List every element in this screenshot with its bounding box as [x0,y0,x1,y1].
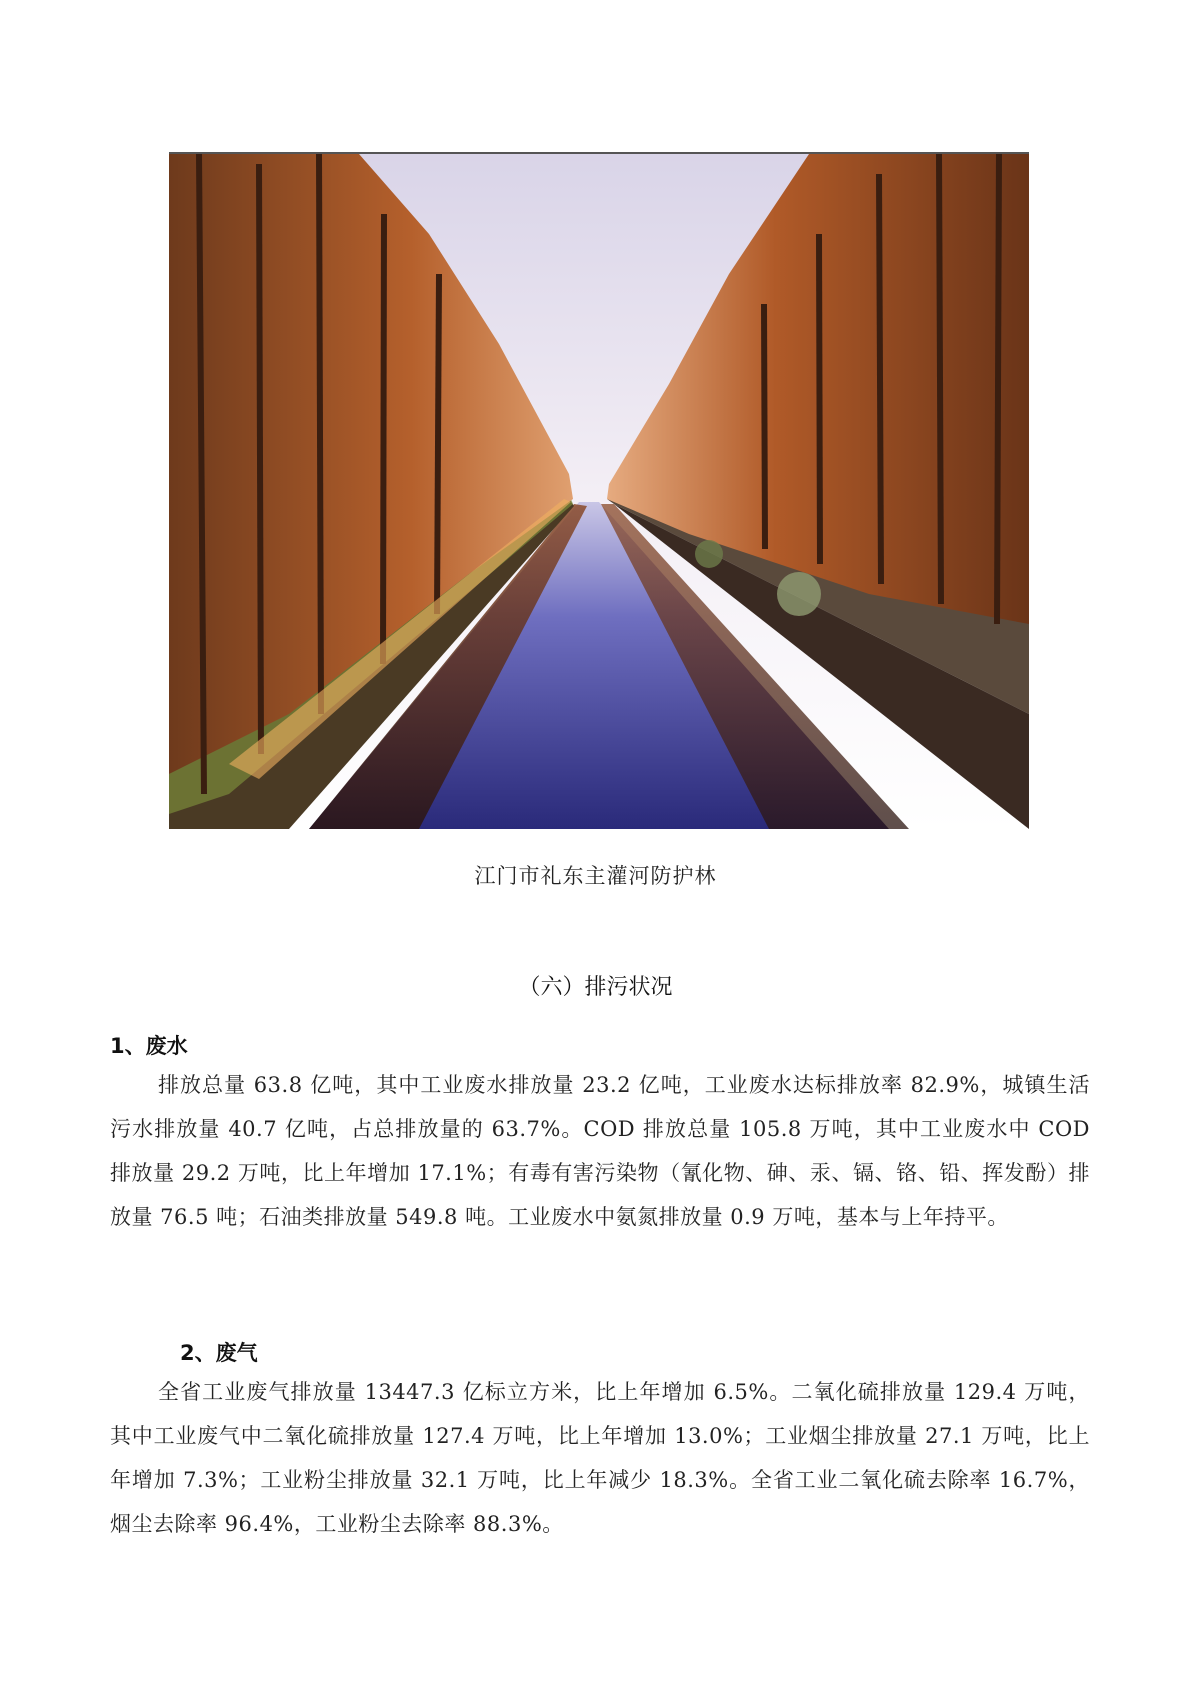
figure-caption: 江门市礼东主灌河防护林 [474,864,717,888]
waste-gas-paragraph: 全省工业废气排放量 13447.3 亿标立方米，比上年增加 6.5%。二氧化硫排放量 129.4 万吨，其中工业废气中二氧化硫排放量 127.4 万吨，比上年增加 13.0%；工业烟尘排放量 27.1 万吨，比上年增加 7.3%；工业粉尘排放量 32.1 万吨，比上年减少 18.3%。全省工业二氧化硫去除率 16.7%，烟尘去除率 96.4%，工业粉尘去除率 88.3%。 [110,1380,1090,1536]
section-title: （六）排污状况 [518,975,673,1000]
canal-forest-photo [169,152,1029,829]
canal-forest-illustration [169,154,1029,829]
wastewater-paragraph: 排放总量 63.8 亿吨，其中工业废水排放量 23.2 亿吨，工业废水达标排放率 82.9%，城镇生活污水排放量 40.7 亿吨，占总排放量的 63.7%。COD 排放总量 105.8 万吨，其中工业废水中 COD 排放量 29.2 万吨，比上年增加 17.1%；有毒有害污染物（氰化物、砷、汞、镉、铬、铅、挥发酚）排放量 76.5 吨；石油类排放量 549.8 吨。工业废水中氨氮排放量 0.9 万吨，基本与上年持平。 [110,1073,1090,1229]
wastewater-heading: 1、废水 [110,1034,188,1058]
waste-gas-heading: 2、废气 [180,1341,258,1365]
